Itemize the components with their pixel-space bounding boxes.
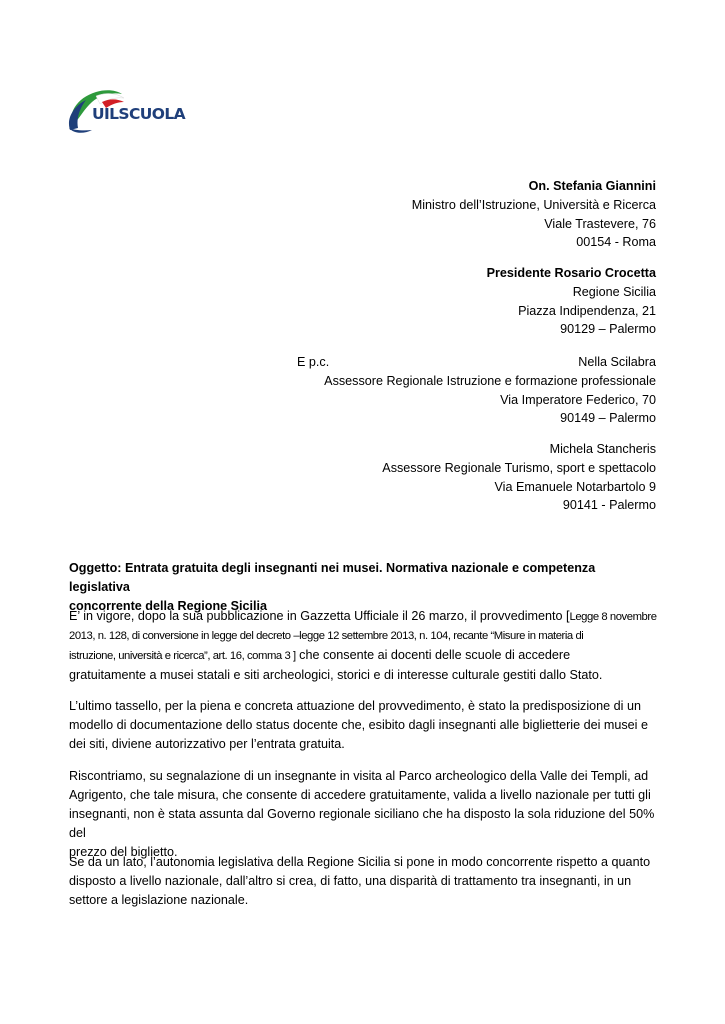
paragraph-text: dei siti, diviene autorizzativo per l’entrata gratuita. xyxy=(69,737,345,751)
recipient-scilabra xyxy=(324,353,656,428)
paragraph-text: gratuitamente a musei statali e siti archeologici, storici e di interesse culturale gestiti dallo Stato. xyxy=(69,668,603,682)
recipient-crocetta xyxy=(487,264,656,339)
paragraph-2 xyxy=(69,697,659,754)
recipient-name: Presidente Rosario Crocetta xyxy=(486,266,656,280)
recipient-name: Nella Scilabra xyxy=(578,355,656,369)
recipient-street: Via Imperatore Federico, 70 xyxy=(500,392,656,407)
subject-line: concorrente della Regione Sicilia xyxy=(69,599,268,613)
recipient-city: 90129 – Palermo xyxy=(560,322,656,337)
law-reference: 2013, n. 128, di conversione in legge del decreto –legge 12 settembre 2013, n. 104, recante “Misure in materia di xyxy=(69,630,584,642)
recipient-role: Regione Sicilia xyxy=(572,284,656,299)
law-reference: Legge 8 novembre xyxy=(569,611,657,623)
recipient-role: Assessore Regionale Istruzione e formazione professionale xyxy=(324,373,656,388)
paragraph-text: che consente ai docenti delle scuole di accedere xyxy=(295,648,571,662)
subject-line: Oggetto: Entrata gratuita degli insegnanti nei musei. Normativa nazionale e competenza legislativa xyxy=(69,561,596,594)
recipient-street: Via Emanuele Notarbartolo 9 xyxy=(494,479,656,494)
law-reference: istruzione, università e ricerca”, art. 16, comma 3 ] xyxy=(69,650,296,662)
paragraph-text: L’ultimo tassello, per la piena e concreta attuazione del provvedimento, è stato la predisposizione di un xyxy=(69,699,641,713)
recipient-city: 90141 - Palermo xyxy=(562,498,656,513)
paragraph-4 xyxy=(69,853,659,910)
recipient-name: On. Stefania Giannini xyxy=(528,179,656,193)
recipient-role: Ministro dell’Istruzione, Università e Ricerca xyxy=(411,197,656,212)
recipient-city: 90149 – Palermo xyxy=(560,411,656,426)
paragraph-3 xyxy=(69,767,659,862)
paragraph-text: insegnanti, non è stata assunta dal Governo regionale siciliano che ha disposto la sola riduzione del 50% del xyxy=(69,807,655,840)
paragraph-text: Agrigento, che tale misura, che consente di accedere gratuitamente, valida a livello nazionale per tutti gli xyxy=(69,788,651,802)
recipient-role: Assessore Regionale Turismo, sport e spettacolo xyxy=(382,460,656,475)
recipient-giannini xyxy=(412,177,656,252)
recipient-street: Viale Trastevere, 76 xyxy=(544,216,656,231)
logo-text: UILSCUOLA xyxy=(92,105,186,123)
paragraph-text: settore a legislazione nazionale. xyxy=(69,893,249,907)
recipient-stancheris xyxy=(382,440,656,515)
epc-label: E p.c. xyxy=(297,355,330,369)
recipient-city: 00154 - Roma xyxy=(576,235,656,250)
paragraph-text: modello di documentazione dello status docente che, esibito dagli insegnanti alle biglietterie dei musei e xyxy=(69,718,648,732)
paragraph-text: E’ in vigore, dopo la sua pubblicazione in Gazzetta Ufficiale il 26 marzo, il provvedimento [ xyxy=(69,609,570,623)
paragraph-text: disposto a livello nazionale, dall’altro si crea, di fatto, una disparità di trattamento tra insegnanti, in un xyxy=(69,874,632,888)
recipient-name: Michela Stancheris xyxy=(549,442,656,456)
uilscuola-logo xyxy=(66,84,190,136)
paragraph-1 xyxy=(69,607,659,685)
recipient-street: Piazza Indipendenza, 21 xyxy=(518,303,656,318)
paragraph-text: Riscontriamo, su segnalazione di un insegnante in visita al Parco archeologico della Valle dei Templi, ad xyxy=(69,769,649,783)
paragraph-text: prezzo del biglietto. xyxy=(69,845,178,859)
paragraph-text: Se da un lato, l’autonomia legislativa della Regione Sicilia si pone in modo concorrente rispetto a quanto xyxy=(69,855,651,869)
